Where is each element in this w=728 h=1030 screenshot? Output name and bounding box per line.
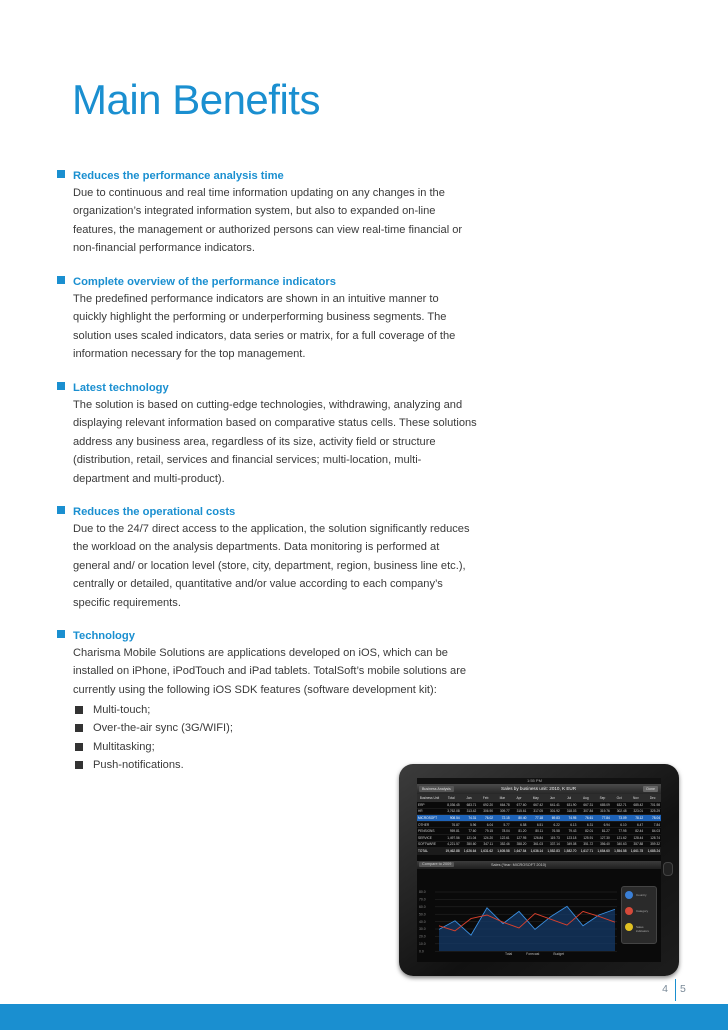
table-header-cell: Mar — [494, 794, 511, 802]
table-cell: 359.32 — [644, 841, 661, 848]
section-header — [57, 166, 477, 184]
section-body — [57, 644, 477, 699]
table-header-cell: Jan — [461, 794, 478, 802]
table-cell: 358.20 — [511, 841, 528, 848]
table-cell: 76.61 — [577, 815, 594, 822]
table-cell: 347.11 — [477, 841, 494, 848]
table-header-cell: Oct — [611, 794, 628, 802]
table-row — [417, 815, 661, 822]
table-header-cell: Sep — [594, 794, 611, 802]
table-cell: SOFTWARE — [417, 841, 442, 848]
table-cell: 323.01 — [628, 808, 645, 815]
table-cell: 79.43 — [561, 828, 578, 835]
body-line: currently using the following iOS SDK features (software development kit): — [73, 683, 437, 696]
square-bullet-icon — [75, 743, 83, 751]
table-cell: 78.12 — [628, 815, 645, 822]
tablet-toolbar — [417, 784, 661, 794]
y-tick-label: 0.0 — [419, 949, 424, 954]
compare-button: Compare to 2009 — [419, 862, 454, 867]
chart-header — [417, 861, 661, 869]
page-number-right: 5 — [680, 983, 686, 995]
body-line: non-financial performance indicators. — [73, 242, 255, 255]
section-heading: Reduces the operational costs — [73, 506, 236, 518]
chart-tab: Forecast — [526, 952, 540, 956]
table-cell: 307.84 — [577, 808, 594, 815]
table-cell: 128.74 — [644, 834, 661, 841]
table-header-cell: Business Unit — [417, 794, 442, 802]
dimension-label: Sales indicators — [636, 925, 649, 933]
table-cell: 685.09 — [594, 802, 611, 808]
y-tick-label: 80.0 — [419, 890, 426, 895]
chart-title: Sales (Year: MICROSOFT 2010) — [491, 862, 547, 867]
y-tick-label: 70.0 — [419, 897, 426, 902]
table-cell: 6.13 — [561, 821, 578, 828]
table-header-cell: Dec — [644, 794, 661, 802]
page-separator — [675, 979, 676, 1001]
table-cell: 677.60 — [511, 802, 528, 808]
table-cell: 357.88 — [628, 841, 645, 848]
table-cell: 121.62 — [611, 834, 628, 841]
table-cell: 19,462.88 — [442, 848, 461, 855]
y-tick-label: 40.0 — [419, 919, 426, 924]
table-cell: 1,631.62 — [477, 848, 494, 855]
table-cell: 73.09 — [611, 815, 628, 822]
table-cell: 124.20 — [477, 834, 494, 841]
table-cell: 1,636.14 — [527, 848, 544, 855]
body-line: organization’s integrated information system, but also to expanded on-line — [73, 205, 436, 218]
table-cell: 325.29 — [644, 808, 661, 815]
section-header — [57, 378, 477, 396]
table-cell: 82.44 — [628, 828, 645, 835]
table-header-cell: Aug — [577, 794, 594, 802]
table-cell: HR — [417, 808, 442, 815]
table-cell: 84.03 — [644, 828, 661, 835]
table-cell: 350.60 — [461, 841, 478, 848]
table-cell: PENSIONS — [417, 828, 442, 835]
body-line: (distribution, retail, services and financial services; multi-location, multi- — [73, 454, 422, 467]
table-total-row — [417, 848, 661, 855]
status-time: 1:55 PM — [527, 778, 542, 783]
section-header — [57, 502, 477, 520]
dimension-label: Country — [636, 893, 647, 897]
table-cell: 631.90 — [561, 802, 578, 808]
table-cell: 81.20 — [511, 828, 528, 835]
table-cell: TOTAL — [417, 848, 442, 855]
back-button: Business Analysis — [419, 786, 454, 792]
list-item — [73, 719, 477, 737]
square-bullet-icon — [75, 761, 83, 769]
dimension-icon — [625, 923, 633, 931]
body-line: address any business area, regardless of its size, activity field or structure — [73, 435, 436, 448]
table-cell: 352.46 — [494, 841, 511, 848]
section-header — [57, 272, 477, 290]
body-line: Due to the 24/7 direct access to the application, the solution significantly reduces — [73, 523, 470, 535]
chart-tabs — [505, 952, 578, 956]
table-cell: 319.76 — [594, 808, 611, 815]
table-cell: 127.30 — [594, 834, 611, 841]
table-cell: 79.15 — [477, 828, 494, 835]
list-item — [73, 701, 477, 719]
table-cell: 77.60 — [461, 828, 478, 835]
table-cell: 123.18 — [561, 834, 578, 841]
dimension-label: Category — [636, 909, 649, 913]
table-cell: 1,617.71 — [577, 848, 594, 855]
table-cell: 356.40 — [594, 841, 611, 848]
table-row — [417, 821, 661, 828]
benefit-section — [57, 166, 477, 258]
chart-tab: Total — [505, 952, 513, 956]
table-cell: 81.27 — [594, 828, 611, 835]
table-header-cell: Nov — [628, 794, 645, 802]
table-cell: 667.31 — [577, 802, 594, 808]
y-tick-label: 20.0 — [419, 934, 426, 939]
benefit-section — [57, 378, 477, 488]
table-header-cell: Total — [442, 794, 461, 802]
tablet-screen — [417, 778, 661, 962]
y-tick-label: 50.0 — [419, 912, 426, 917]
list-item-label: Multi-touch; — [93, 704, 151, 717]
table-cell: 685.42 — [628, 802, 645, 808]
table-cell: 664.78 — [494, 802, 511, 808]
section-body — [57, 290, 477, 364]
body-line: Charisma Mobile Solutions are applications developed on iOS, which can be — [73, 647, 448, 659]
table-cell: 701.98 — [644, 802, 661, 808]
table-cell: 1,626.64 — [461, 848, 478, 855]
table-cell: 908.54 — [442, 815, 461, 822]
list-item — [73, 738, 477, 756]
table-cell: 306.90 — [477, 808, 494, 815]
table-cell: 121.04 — [461, 834, 478, 841]
table-header-cell: Jul — [561, 794, 578, 802]
table-cell: 1,497.56 — [442, 834, 461, 841]
ipad-screenshot — [399, 764, 679, 976]
page-number-left: 4 — [662, 983, 668, 995]
table-cell: 7.84 — [644, 821, 661, 828]
table-cell: 1,554.58 — [611, 848, 628, 855]
table-cell: 5.96 — [461, 821, 478, 828]
table-cell: OTHER — [417, 821, 442, 828]
list-item-label: Push-notifications. — [93, 758, 184, 771]
table-cell: 82.01 — [577, 828, 594, 835]
square-bullet-icon — [57, 382, 65, 390]
body-line: information necessary for the top management. — [73, 348, 306, 361]
section-body — [57, 396, 477, 488]
list-item-label: Multitasking; — [93, 740, 155, 753]
table-cell: ERP — [417, 802, 442, 808]
done-button: Done — [643, 786, 658, 792]
table-cell: 80.11 — [527, 828, 544, 835]
table-cell: 315.61 — [511, 808, 528, 815]
dimension-item — [622, 903, 656, 919]
section-heading: Latest technology — [73, 382, 169, 394]
table-cell: 74.95 — [561, 815, 578, 822]
table-cell: 301.92 — [544, 808, 561, 815]
table-cell: 78.04 — [494, 828, 511, 835]
table-cell: 632.71 — [611, 802, 628, 808]
table-cell: 6.10 — [611, 821, 628, 828]
list-item-label: Over-the-air sync (3G/WIFI); — [93, 722, 233, 735]
body-line: The solution is based on cutting-edge technologies, withdrawing, analyzing and — [73, 399, 463, 411]
table-cell: 317.05 — [527, 808, 544, 815]
table-cell: 1,582.70 — [561, 848, 578, 855]
table-cell: 313.42 — [461, 808, 478, 815]
body-line: The predefined performance indicators are shown in an intuitive manner to — [73, 293, 439, 305]
table-cell: 5.77 — [494, 821, 511, 828]
page-title: Main Benefits — [72, 76, 320, 123]
dimension-icon — [625, 907, 633, 915]
section-header — [57, 626, 477, 644]
dimension-item — [622, 919, 656, 935]
square-bullet-icon — [57, 170, 65, 178]
table-cell: 76.58 — [544, 828, 561, 835]
square-bullet-icon — [57, 630, 65, 638]
body-line: installed on iPhone, iPodTouch and iPad tablets. TotalSoft’s mobile solutions are — [73, 665, 467, 678]
y-tick-label: 10.0 — [419, 942, 426, 946]
table-cell: 1,647.54 — [511, 848, 528, 855]
table-cell: 1,552.83 — [544, 848, 561, 855]
table-cell: 77.95 — [611, 828, 628, 835]
table-cell: 1,685.24 — [644, 848, 661, 855]
table-cell: 6.22 — [544, 821, 561, 828]
table-header-row — [417, 794, 661, 802]
table-cell: 72.15 — [494, 815, 511, 822]
table-cell: 1,661.78 — [628, 848, 645, 855]
table-cell: SERVICE — [417, 834, 442, 841]
table-cell: 1,654.60 — [594, 848, 611, 855]
screen-title: Sales by business unit: 2010, K EUR — [501, 786, 577, 791]
table-cell: 76.02 — [477, 815, 494, 822]
table-cell: 74.31 — [461, 815, 478, 822]
table-cell: 361.03 — [527, 841, 544, 848]
chart-tab: Budget — [553, 952, 565, 956]
table-row — [417, 841, 661, 848]
body-line: displaying relevant information based on comparative status cells. These solutions — [73, 417, 477, 430]
table-cell: 6.94 — [594, 821, 611, 828]
table-header-cell: Feb — [477, 794, 494, 802]
table-cell: 340.63 — [611, 841, 628, 848]
table-cell: 3,762.08 — [442, 808, 461, 815]
body-line: the workload on the analysis departments. Data monitoring is performed at — [73, 541, 440, 554]
square-bullet-icon — [57, 506, 65, 514]
table-cell: 337.14 — [544, 841, 561, 848]
table-cell: 6.51 — [527, 821, 544, 828]
body-line: department and multi-product). — [73, 472, 225, 485]
body-line: centrally or detailed, quantitative and/or value according to each company’s — [73, 578, 443, 591]
table-header-cell: May — [527, 794, 544, 802]
y-tick-label: 60.0 — [419, 905, 426, 909]
table-cell: 1,605.58 — [494, 848, 511, 855]
dimension-item — [622, 887, 656, 903]
square-bullet-icon — [57, 276, 65, 284]
table-row — [417, 828, 661, 835]
table-cell: 4,221.57 — [442, 841, 461, 848]
table-cell: 309.77 — [494, 808, 511, 815]
table-cell: MICROSOFT — [417, 815, 442, 822]
body-line: specific requirements. — [73, 596, 181, 609]
sales-table — [417, 794, 661, 855]
table-cell: 6.58 — [511, 821, 528, 828]
dimension-panel — [621, 886, 657, 944]
table-cell: 667.42 — [527, 802, 544, 808]
table-cell: 641.41 — [544, 802, 561, 808]
section-heading: Technology — [73, 630, 135, 642]
dimension-icon — [625, 891, 633, 899]
table-cell: 128.44 — [628, 834, 645, 841]
home-button — [663, 862, 673, 876]
table-cell: 692.20 — [477, 802, 494, 808]
table-header-cell: Jun — [544, 794, 561, 802]
section-heading: Reduces the performance analysis time — [73, 170, 284, 182]
table-cell: 125.91 — [577, 834, 594, 841]
benefit-section — [57, 272, 477, 364]
table-row — [417, 808, 661, 815]
table-cell: 127.95 — [511, 834, 528, 841]
table-cell: 6.31 — [577, 821, 594, 828]
section-body — [57, 520, 477, 612]
table-cell: 959.81 — [442, 828, 461, 835]
table-cell: 349.08 — [561, 841, 578, 848]
table-cell: 126.84 — [527, 834, 544, 841]
table-cell: 119.73 — [544, 834, 561, 841]
body-line: Due to continuous and real time information updating on any changes in the — [73, 187, 445, 199]
body-line: quickly highlight the performing or underperforming business segments. The — [73, 311, 447, 324]
table-cell: 69.83 — [544, 815, 561, 822]
table-cell: 77.84 — [594, 815, 611, 822]
table-cell: 683.71 — [461, 802, 478, 808]
benefit-section — [57, 626, 477, 774]
table-cell: 8,036.45 — [442, 802, 461, 808]
table-header-cell: Apr — [511, 794, 528, 802]
table-cell: 302.48 — [611, 808, 628, 815]
table-cell: 78.04 — [644, 815, 661, 822]
section-heading: Complete overview of the performance indicators — [73, 276, 336, 288]
table-row — [417, 834, 661, 841]
body-line: solution uses scaled indicators, data series or matrix, for a full coverage of the — [73, 329, 456, 342]
table-cell: 6.47 — [628, 821, 645, 828]
table-cell: 80.40 — [511, 815, 528, 822]
table-cell: 351.72 — [577, 841, 594, 848]
table-cell: 77.18 — [527, 815, 544, 822]
table-cell: 76.87 — [442, 821, 461, 828]
footer-bar — [0, 1004, 728, 1030]
square-bullet-icon — [75, 706, 83, 714]
section-body — [57, 184, 477, 258]
benefit-section — [57, 502, 477, 612]
table-cell: 6.04 — [477, 821, 494, 828]
square-bullet-icon — [75, 724, 83, 732]
table-cell: 122.61 — [494, 834, 511, 841]
body-line: general and/ or location level (store, city, department, region, business line etc.), — [73, 559, 466, 572]
table-cell: 318.03 — [561, 808, 578, 815]
y-tick-label: 30.0 — [419, 927, 426, 932]
body-line: features, the management or authorized persons can view real-time financial or — [73, 223, 463, 236]
